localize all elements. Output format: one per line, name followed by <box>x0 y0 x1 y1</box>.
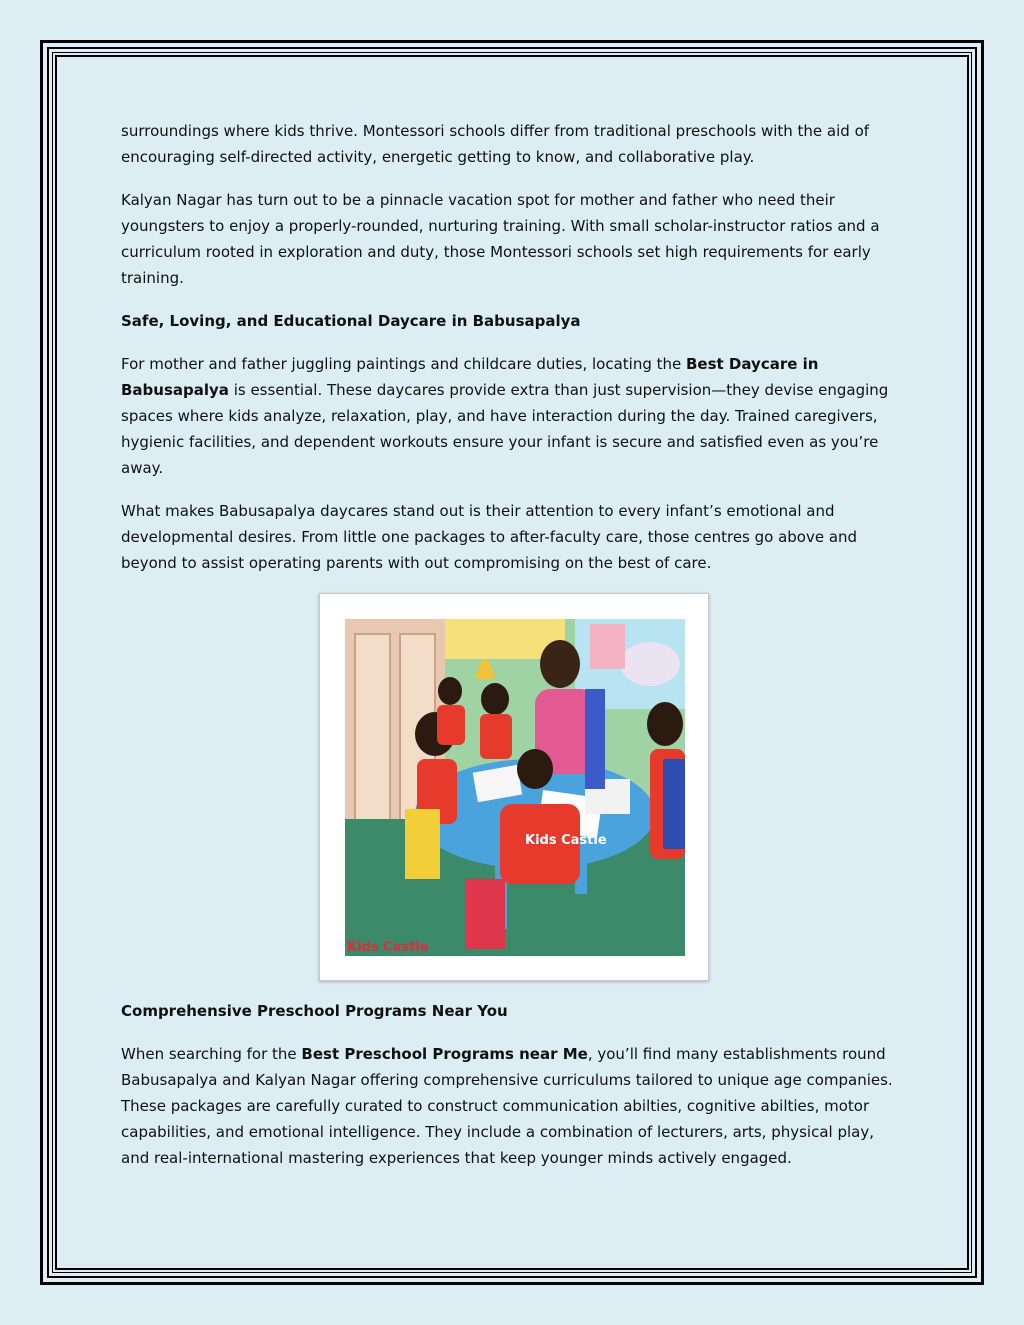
heading-daycare: Safe, Loving, and Educational Daycare in Babusapalya <box>121 312 581 330</box>
paragraph-preschool <box>121 1041 901 1171</box>
paragraph-daycare <box>121 351 901 481</box>
paragraph-montessori-intro: surroundings where kids thrive. Montessori schools differ from traditional preschools with the aid of encouraging self-directed activity, energetic getting to know, and collaborative play. <box>121 122 870 166</box>
photo-watermark: Kids Castle <box>347 940 429 955</box>
paragraph-babusapalya: What makes Babusapalya daycares stand out is their attention to every infant’s emotional and developmental desires. From little one packages to after-faculty care, those centres go above and beyond to assist operating parents with out compromising on the best of care. <box>121 502 858 572</box>
preschool-keyword: Best Preschool Programs near Me <box>301 1045 588 1063</box>
photo-frame <box>319 593 709 981</box>
preschool-text-pre: When searching for the <box>121 1045 302 1063</box>
daycare-text-pre: For mother and father juggling paintings and childcare duties, locating the <box>121 355 686 373</box>
shirt-logo-text: Kids Castle <box>525 833 607 848</box>
daycare-text-post: is essential. These daycares provide extra than just supervision—they devise engaging spaces where kids analyze, relaxation, play, and have interaction during the day. Trained caregivers, hygienic facilities, and dependent workouts ensure your infant is secure and satisfied even as you’re away. <box>121 381 889 477</box>
heading-preschool: Comprehensive Preschool Programs Near You <box>121 1002 508 1020</box>
classroom-photo <box>345 619 685 956</box>
daycare-keyword: Best Daycare in Babusapalya <box>121 355 819 399</box>
document-body <box>121 118 901 1188</box>
preschool-text-post: , you’ll find many establishments round Babusapalya and Kalyan Nagar offering comprehensive curriculums tailored to unique age companies. These packages are carefully curated to construct communication abilties, cognitive abilties, motor capabilities, and emotional intelligence. They include a combination of lecturers, arts, physical play, and real-international mastering experiences that keep younger minds actively engaged. <box>121 1045 893 1167</box>
paragraph-kalyan-nagar: Kalyan Nagar has turn out to be a pinnacle vacation spot for mother and father who need their youngsters to enjoy a properly-rounded, nurturing training. With small scholar-instructor ratios and a curriculum rooted in exploration and duty, those Montessori schools set high requirements for early training. <box>121 191 880 287</box>
